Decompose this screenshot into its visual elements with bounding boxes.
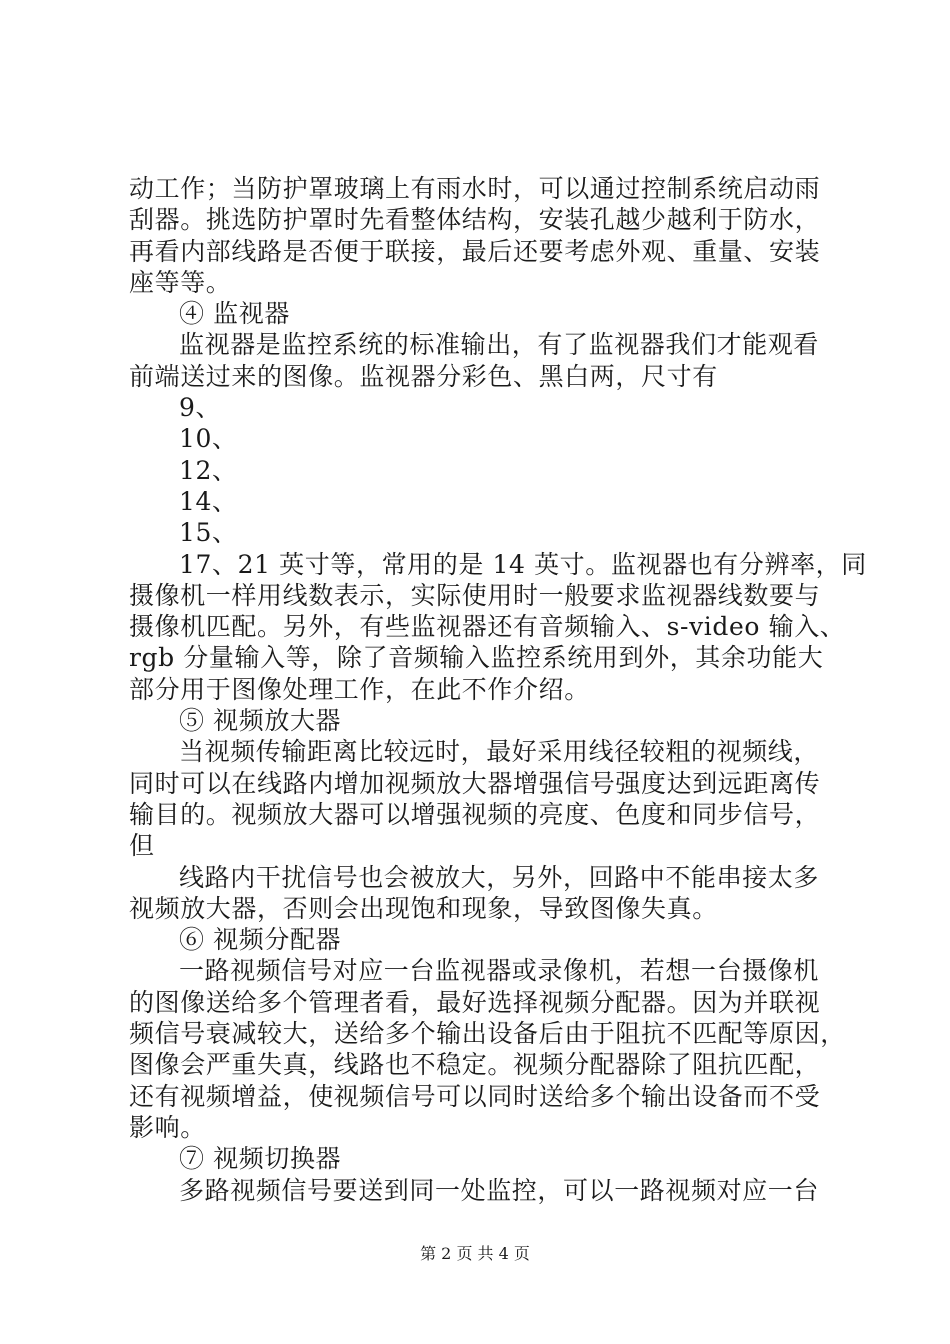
text-line: 但 [129,831,155,861]
text-line: 部分用于图像处理工作，在此不作介绍。 [129,674,590,704]
text-line: 刮器。挑选防护罩时先看整体结构，安装孔越少越利于防水， [129,205,821,235]
text-line: 再看内部线路是否便于联接，最后还要考虑外观、重量、安装 [129,236,821,266]
text-line: 15、 [179,518,238,548]
text-line: 9、 [179,393,222,423]
text-line: 14、 [179,486,238,516]
body-text [129,173,867,1206]
text-line: 12、 [179,455,238,485]
text-line: 频信号衰减较大，送给多个输出设备后由于阻抗不匹配等原因， [129,1019,846,1049]
text-line: ⑦ 视频切换器 [179,1144,342,1174]
text-line: 同时可以在线路内增加视频放大器增强信号强度达到远距离传 [129,768,821,798]
text-line: 17、21 英寸等，常用的是 14 英寸。监视器也有分辨率，同 [179,549,867,579]
text-line: 输目的。视频放大器可以增强视频的亮度、色度和同步信号， [129,799,821,829]
text-line: ⑤ 视频放大器 [179,706,342,736]
text-line: 当视频传输距离比较远时，最好采用线径较粗的视频线， [179,737,820,767]
text-line: ⑥ 视频分配器 [179,925,342,955]
text-line: 图像会严重失真，线路也不稳定。视频分配器除了阻抗匹配， [129,1050,821,1080]
text-line: 座等等。 [129,267,232,297]
text-line: 监视器是监控系统的标准输出，有了监视器我们才能观看 [179,330,820,360]
text-line: 影响。 [129,1112,206,1142]
text-line: 的图像送给多个管理者看，最好选择视频分配器。因为并联视 [129,987,821,1017]
text-line: ④ 监视器 [179,299,290,329]
text-line: 摄像机一样用线数表示，实际使用时一般要求监视器线数要与 [129,580,821,610]
text-line: 一路视频信号对应一台监视器或录像机，若想一台摄像机 [179,956,820,986]
text-line: rgb 分量输入等，除了音频输入监控系统用到外，其余功能大 [129,643,824,673]
text-line: 10、 [179,424,238,454]
text-line: 动工作；当防护罩玻璃上有雨水时，可以通过控制系统启动雨 [129,174,821,203]
text-line: 多路视频信号要送到同一处监控，可以一路视频对应一台 [179,1175,820,1205]
page-footer: 第 2 页 共 4 页 [420,1244,530,1263]
text-line: 还有视频增益，使视频信号可以同时送给多个输出设备而不受 [129,1081,821,1111]
text-line: 前端送过来的图像。监视器分彩色、黑白两，尺寸有 [129,361,718,391]
text-line: 线路内干扰信号也会被放大，另外，回路中不能串接太多 [179,862,820,892]
text-line: 视频放大器，否则会出现饱和现象，导致图像失真。 [129,893,718,923]
text-line: 摄像机匹配。另外，有些监视器还有音频输入、s-video 输入、 [129,612,846,642]
